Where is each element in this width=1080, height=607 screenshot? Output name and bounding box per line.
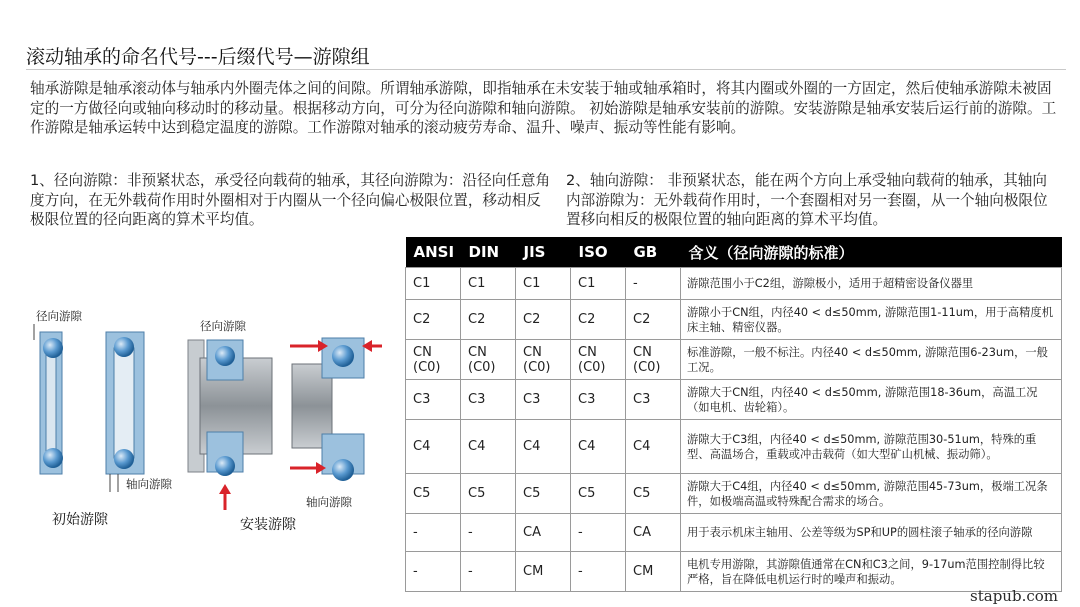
table-row — [406, 300, 1062, 340]
site-watermark: stapub.com — [970, 587, 1058, 605]
cell-jis: C2 — [516, 300, 571, 340]
cell-iso: C3 — [571, 380, 626, 420]
cell-din: C5 — [461, 474, 516, 514]
cell-ansi: - — [406, 552, 461, 592]
clearance-table — [405, 237, 1062, 592]
cell-desc: 游隙大于CN组，内径40 < d≤50mm, 游隙范围18-36um，高温工况（如电机、齿轮箱）。 — [681, 380, 1062, 420]
label-axial-initial: 轴向游隙 — [126, 477, 172, 491]
cell-iso: C2 — [571, 300, 626, 340]
cell-jis: CA — [516, 514, 571, 552]
table-row — [406, 552, 1062, 592]
bearing-clearance-diagram — [0, 300, 400, 545]
cell-din: C3 — [461, 380, 516, 420]
installed-assembly — [188, 338, 382, 510]
cell-ansi: C2 — [406, 300, 461, 340]
cell-iso: C4 — [571, 420, 626, 474]
cell-desc: 游隙大于C4组，内径40 < d≤50mm, 游隙范围45-73um，极端工况条件，如极端高温或特殊配合需求的场合。 — [681, 474, 1062, 514]
cell-ansi: - — [406, 514, 461, 552]
cell-ansi: C5 — [406, 474, 461, 514]
header-gb: GB — [626, 237, 681, 268]
cell-gb: CM — [626, 552, 681, 592]
cell-din: - — [461, 552, 516, 592]
cell-ansi: C4 — [406, 420, 461, 474]
table-row — [406, 420, 1062, 474]
cell-gb: CN (C0) — [626, 340, 681, 380]
label-axial-installed: 轴向游隙 — [306, 495, 352, 509]
table-header-row — [406, 237, 1062, 268]
cell-din: - — [461, 514, 516, 552]
header-iso: ISO — [571, 237, 626, 268]
cell-gb: - — [626, 268, 681, 300]
cell-din: C1 — [461, 268, 516, 300]
cell-jis: C1 — [516, 268, 571, 300]
header-jis: JIS — [516, 237, 571, 268]
label-radial-installed: 径向游隙 — [200, 319, 246, 333]
cell-ansi: C3 — [406, 380, 461, 420]
header-din: DIN — [461, 237, 516, 268]
initial-bearing-radial — [34, 324, 63, 474]
table-row — [406, 340, 1062, 380]
cell-iso: CN (C0) — [571, 340, 626, 380]
title-divider — [26, 69, 1066, 70]
table-row — [406, 474, 1062, 514]
radial-clearance-text: 1、径向游隙：非预紧状态，承受径向载荷的轴承，其径向游隙为：沿径向任意角度方向，在无外载荷作用时外圈相对于内圈从一个径向偏心极限位置，移动相反极限位置的径向距离的算术平均值。 — [30, 172, 551, 228]
cell-iso: - — [571, 552, 626, 592]
cell-jis: CM — [516, 552, 571, 592]
cell-jis: C5 — [516, 474, 571, 514]
cell-desc: 用于表示机床主轴用、公差等级为SP和UP的圆柱滚子轴承的径向游隙 — [681, 514, 1062, 552]
cell-ansi: C1 — [406, 268, 461, 300]
cell-din: CN (C0) — [461, 340, 516, 380]
initial-bearing-axial — [106, 332, 144, 492]
cell-jis: C4 — [516, 420, 571, 474]
cell-desc: 标准游隙，一般不标注。内径40 < d≤50mm, 游隙范围6-23um，一般工况。 — [681, 340, 1062, 380]
cell-din: C4 — [461, 420, 516, 474]
cell-desc: 游隙大于C3组，内径40 < d≤50mm, 游隙范围30-51um，特殊的重型、高温场合，重载或冲击载荷（如大型矿山机械、振动筛）。 — [681, 420, 1062, 474]
table-row — [406, 514, 1062, 552]
axial-clearance-text: 2、轴向游隙： 非预紧状态，能在两个方向上承受轴向载荷的轴承，其轴向内部游隙为：无外载荷作用时，一个套圈相对另一套圈，从一个轴向极限位置移向相反的极限位置的轴向距离的算术平均值。 — [566, 172, 1048, 228]
label-radial-initial: 径向游隙 — [36, 309, 82, 323]
cell-din: C2 — [461, 300, 516, 340]
intro-paragraph: 轴承游隙是轴承滚动体与轴承内外圈壳体之间的间隙。所谓轴承游隙，即指轴承在未安装于轴或轴承箱时，将其内圈或外圈的一方固定，然后使轴承游隙未被固定的一方做径向或轴向移动时的移动量。根据移动方向，可分为径向游隙和轴向游隙。 初始游隙是轴承安装前的游隙。安装游隙是轴承安装后运行前的游隙。工作游隙是轴承运转中达到稳定温度的游隙。工作游隙对轴承的滚动疲劳寿命、温升、噪声、振动等性能有影响。 — [30, 80, 1057, 136]
cell-desc: 游隙小于CN组，内径40 < d≤50mm, 游隙范围1-11um，用于高精度机床主轴、精密仪器。 — [681, 300, 1062, 340]
page-title: 滚动轴承的命名代号---后缀代号—游隙组 — [26, 46, 370, 68]
cell-gb: C4 — [626, 420, 681, 474]
cell-gb: CA — [626, 514, 681, 552]
header-ansi: ANSI — [406, 237, 461, 268]
table-row — [406, 380, 1062, 420]
cell-gb: C2 — [626, 300, 681, 340]
cell-desc: 电机专用游隙，其游隙值通常在CN和C3之间，9-17um范围控制得比较严格，旨在降低电机运行时的噪声和振动。 — [681, 552, 1062, 592]
header-meaning: 含义（径向游隙的标准） — [681, 237, 1062, 268]
cell-jis: C3 — [516, 380, 571, 420]
cell-iso: C1 — [571, 268, 626, 300]
caption-installed: 安装游隙 — [240, 517, 296, 533]
cell-jis: CN (C0) — [516, 340, 571, 380]
cell-iso: - — [571, 514, 626, 552]
cell-iso: C5 — [571, 474, 626, 514]
cell-gb: C5 — [626, 474, 681, 514]
cell-desc: 游隙范围小于C2组，游隙极小，适用于超精密设备仪器里 — [681, 268, 1062, 300]
cell-gb: C3 — [626, 380, 681, 420]
caption-initial: 初始游隙 — [52, 512, 108, 528]
cell-ansi: CN (C0) — [406, 340, 461, 380]
table-row — [406, 268, 1062, 300]
